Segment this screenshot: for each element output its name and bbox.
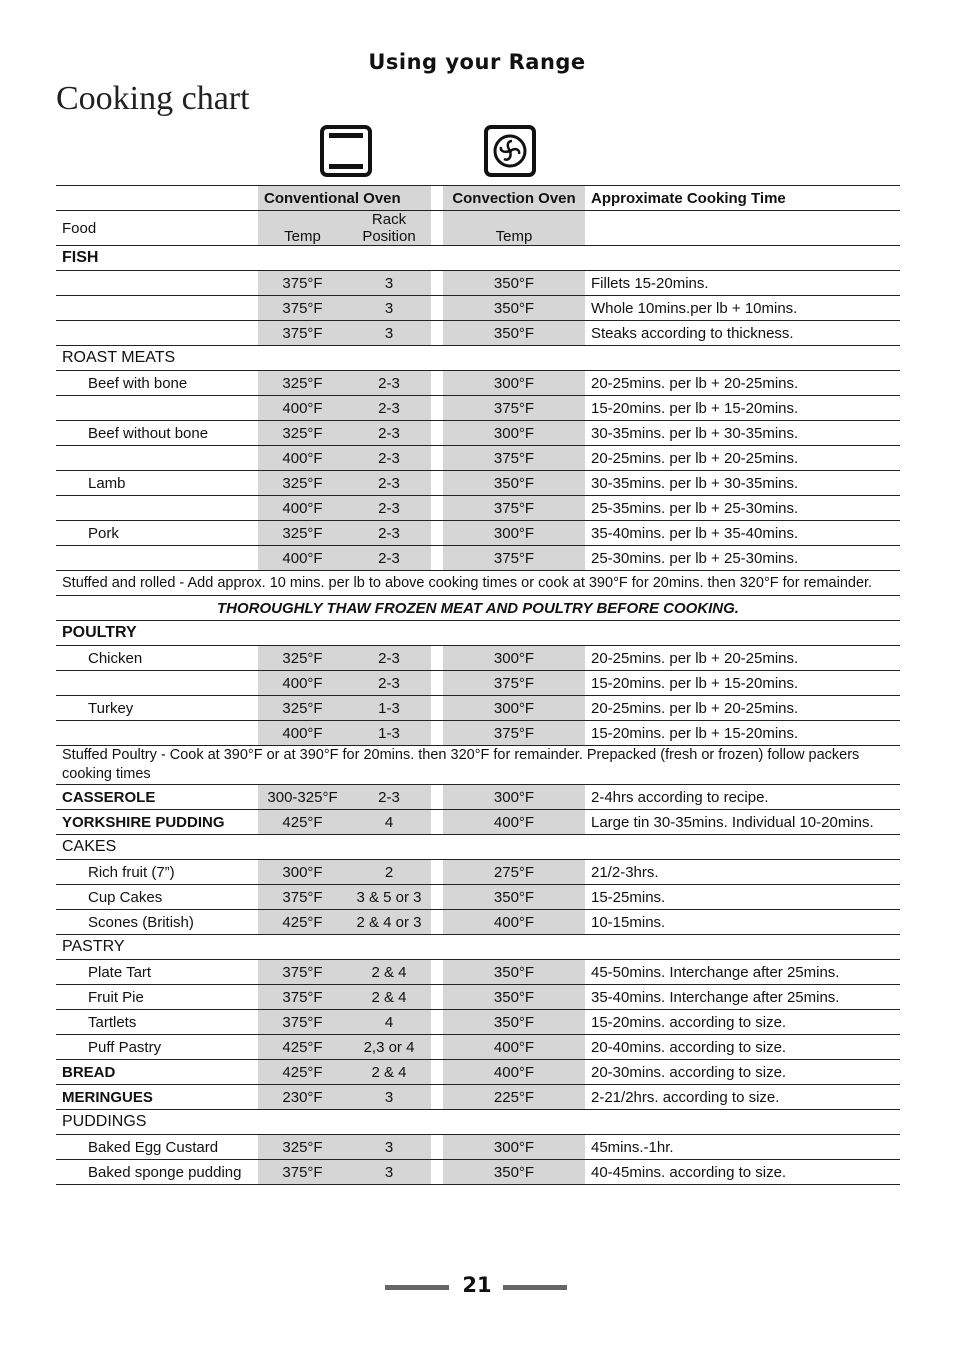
rack-position-cell: 3 [347, 1085, 431, 1110]
convection-temp-cell: 375°F [443, 396, 585, 421]
convection-temp-cell: 350°F [443, 321, 585, 346]
conventional-temp-cell: 400°F [258, 396, 347, 421]
conventional-temp-cell: 325°F [258, 471, 347, 496]
convection-temp-cell: 375°F [443, 446, 585, 471]
rack-position-cell: 2 [347, 860, 431, 885]
food-cell: Tartlets [56, 1010, 258, 1035]
cooking-time-cell: 25-30mins. per lb + 25-30mins. [585, 546, 900, 571]
table-row [56, 860, 900, 885]
table-row [56, 696, 900, 721]
cooking-time-cell: 15-20mins. according to size. [585, 1010, 900, 1035]
food-cell: Beef without bone [56, 421, 258, 446]
section-label: FISH [56, 246, 900, 271]
section-row [56, 246, 900, 271]
conventional-temp-cell: 325°F [258, 646, 347, 671]
cooking-time-cell: Steaks according to thickness. [585, 321, 900, 346]
rack-position-cell: 3 [347, 296, 431, 321]
table-row [56, 960, 900, 985]
cooking-chart-table [56, 185, 900, 1185]
column-gap [431, 421, 443, 446]
column-gap [431, 1035, 443, 1060]
column-gap [431, 1160, 443, 1185]
cooking-time-cell: 45-50mins. Interchange after 25mins. [585, 960, 900, 985]
food-cell: Fruit Pie [56, 985, 258, 1010]
table-row [56, 1085, 900, 1110]
conventional-temp-cell: 425°F [258, 1060, 347, 1085]
section-row [56, 935, 900, 960]
convection-temp-cell: 400°F [443, 810, 585, 835]
header-row [56, 186, 900, 211]
convection-temp-cell: 275°F [443, 860, 585, 885]
rack-position-cell: 2 & 4 or 3 [347, 910, 431, 935]
conventional-temp-cell: 375°F [258, 1010, 347, 1035]
column-gap [431, 646, 443, 671]
conventional-temp-cell: 375°F [258, 1160, 347, 1185]
convection-temp-cell: 300°F [443, 421, 585, 446]
column-gap [431, 985, 443, 1010]
note-text: Stuffed Poultry - Cook at 390°F or at 390°F for 20mins. then 320°F for remainder. Prepacked (fresh or frozen) follow packers cooking times [56, 746, 900, 785]
section-row [56, 1110, 900, 1135]
rack-position-cell: 2-3 [347, 546, 431, 571]
conventional-temp-cell: 375°F [258, 885, 347, 910]
convection-temp-cell: 375°F [443, 546, 585, 571]
convection-temp-cell: 300°F [443, 1135, 585, 1160]
section-row [56, 621, 900, 646]
food-cell: Rich fruit (7”) [56, 860, 258, 885]
cooking-time-cell: 45mins.-1hr. [585, 1135, 900, 1160]
convection-temp-cell: 375°F [443, 721, 585, 746]
conventional-temp-cell: 375°F [258, 985, 347, 1010]
column-gap [431, 1060, 443, 1085]
column-gap [431, 321, 443, 346]
column-gap [431, 721, 443, 746]
convection-temp-cell: 350°F [443, 296, 585, 321]
table-row [56, 271, 900, 296]
convection-temp-cell: 400°F [443, 1060, 585, 1085]
column-gap [431, 1135, 443, 1160]
food-cell [56, 721, 258, 746]
food-cell [56, 271, 258, 296]
cooking-time-cell: 20-25mins. per lb + 20-25mins. [585, 696, 900, 721]
table-row [56, 671, 900, 696]
cooking-time-cell: 15-20mins. per lb + 15-20mins. [585, 396, 900, 421]
subheader-row [56, 211, 900, 246]
rack-position-header: Rack Position [347, 211, 431, 246]
rack-position-cell: 2-3 [347, 496, 431, 521]
rack-position-cell: 2-3 [347, 785, 431, 810]
column-gap [431, 810, 443, 835]
convection-oven-header: Convection Oven [443, 186, 585, 211]
table-row [56, 1060, 900, 1085]
cooking-time-header: Approximate Cooking Time [585, 186, 900, 211]
rack-position-cell: 1-3 [347, 696, 431, 721]
column-gap [431, 910, 443, 935]
cooking-time-cell: 35-40mins. Interchange after 25mins. [585, 985, 900, 1010]
conventional-temp-cell: 300°F [258, 860, 347, 885]
cooking-time-cell: Large tin 30-35mins. Individual 10-20mins. [585, 810, 900, 835]
column-gap [431, 1010, 443, 1035]
convection-temp-cell: 300°F [443, 646, 585, 671]
column-gap [431, 271, 443, 296]
cooking-time-cell: 40-45mins. according to size. [585, 1160, 900, 1185]
table-row [56, 1010, 900, 1035]
conventional-temp-cell: 400°F [258, 721, 347, 746]
convection-temp-cell: 300°F [443, 785, 585, 810]
rack-position-cell: 2-3 [347, 521, 431, 546]
cooking-time-cell: 15-20mins. per lb + 15-20mins. [585, 671, 900, 696]
table-row [56, 546, 900, 571]
cooking-time-cell: 2-21/2hrs. according to size. [585, 1085, 900, 1110]
table-row [56, 785, 900, 810]
rack-position-cell: 3 [347, 271, 431, 296]
table-row [56, 810, 900, 835]
rack-position-cell: 2-3 [347, 646, 431, 671]
column-gap [431, 671, 443, 696]
food-cell [56, 671, 258, 696]
rack-position-cell: 2-3 [347, 371, 431, 396]
table-row [56, 521, 900, 546]
convection-temp-cell: 350°F [443, 1160, 585, 1185]
convection-temp-cell: 400°F [443, 1035, 585, 1060]
cooking-time-cell: 2-4hrs according to recipe. [585, 785, 900, 810]
food-cell: Baked sponge pudding [56, 1160, 258, 1185]
conventional-temp-cell: 325°F [258, 696, 347, 721]
column-gap [431, 396, 443, 421]
food-cell [56, 546, 258, 571]
conventional-temp-cell: 375°F [258, 296, 347, 321]
convection-temp-cell: 350°F [443, 471, 585, 496]
conventional-temp-cell: 325°F [258, 521, 347, 546]
conventional-temp-cell: 375°F [258, 960, 347, 985]
temp-header: Temp [258, 211, 347, 246]
section-label: PUDDINGS [56, 1110, 900, 1135]
column-gap [431, 521, 443, 546]
rack-position-cell: 1-3 [347, 721, 431, 746]
rack-position-cell: 3 [347, 1135, 431, 1160]
conventional-temp-cell: 425°F [258, 810, 347, 835]
cooking-time-cell: 20-25mins. per lb + 20-25mins. [585, 371, 900, 396]
cooking-time-cell: 20-40mins. according to size. [585, 1035, 900, 1060]
cooking-time-cell: 30-35mins. per lb + 30-35mins. [585, 421, 900, 446]
table-row [56, 721, 900, 746]
food-cell: Beef with bone [56, 371, 258, 396]
cooking-time-cell: 20-30mins. according to size. [585, 1060, 900, 1085]
table-row [56, 885, 900, 910]
page-number: 21 [462, 1273, 492, 1297]
convection-temp-cell: 350°F [443, 985, 585, 1010]
cooking-time-cell: 20-25mins. per lb + 20-25mins. [585, 446, 900, 471]
convection-temp-cell: 350°F [443, 960, 585, 985]
convection-temp-cell: 300°F [443, 521, 585, 546]
column-gap [431, 1085, 443, 1110]
column-gap [431, 496, 443, 521]
column-gap [431, 960, 443, 985]
food-cell: Chicken [56, 646, 258, 671]
page-title: Cooking chart [56, 80, 250, 117]
column-gap [431, 471, 443, 496]
convection-temp-header: Temp [443, 211, 585, 246]
food-cell: BREAD [56, 1060, 258, 1085]
table-row [56, 985, 900, 1010]
section-label: POULTRY [56, 621, 900, 646]
cooking-time-cell: 10-15mins. [585, 910, 900, 935]
convection-temp-cell: 300°F [443, 371, 585, 396]
food-cell: MERINGUES [56, 1085, 258, 1110]
table-row [56, 646, 900, 671]
column-gap [431, 885, 443, 910]
section-row [56, 835, 900, 860]
cooking-time-cell: Whole 10mins.per lb + 10mins. [585, 296, 900, 321]
table-row [56, 296, 900, 321]
rack-position-cell: 2 & 4 [347, 985, 431, 1010]
convection-temp-cell: 350°F [443, 885, 585, 910]
conventional-temp-cell: 425°F [258, 1035, 347, 1060]
footer-rule-left [385, 1285, 449, 1290]
food-cell [56, 496, 258, 521]
food-cell: Lamb [56, 471, 258, 496]
food-cell [56, 396, 258, 421]
conventional-temp-cell: 400°F [258, 496, 347, 521]
cooking-time-cell: 15-25mins. [585, 885, 900, 910]
food-cell: Scones (British) [56, 910, 258, 935]
table-row [56, 446, 900, 471]
food-cell: Turkey [56, 696, 258, 721]
rack-position-cell: 2-3 [347, 471, 431, 496]
column-gap [431, 446, 443, 471]
food-cell [56, 446, 258, 471]
cooking-time-cell: 15-20mins. per lb + 15-20mins. [585, 721, 900, 746]
table-row [56, 321, 900, 346]
convection-temp-cell: 300°F [443, 696, 585, 721]
rack-position-cell: 2-3 [347, 421, 431, 446]
conventional-oven-icon [320, 125, 372, 177]
cooking-time-cell: Fillets 15-20mins. [585, 271, 900, 296]
cooking-time-cell: 30-35mins. per lb + 30-35mins. [585, 471, 900, 496]
column-gap [431, 785, 443, 810]
cooking-time-cell: 35-40mins. per lb + 35-40mins. [585, 521, 900, 546]
note-text: Stuffed and rolled - Add approx. 10 mins. per lb to above cooking times or cook at 390°F for 20mins. then 320°F for remainder. [56, 571, 900, 596]
convection-temp-cell: 400°F [443, 910, 585, 935]
section-row [56, 346, 900, 371]
food-header: Food [56, 211, 258, 246]
conventional-temp-cell: 230°F [258, 1085, 347, 1110]
food-cell: Plate Tart [56, 960, 258, 985]
note-row [56, 746, 900, 785]
table-row [56, 421, 900, 446]
food-cell: CASSEROLE [56, 785, 258, 810]
column-gap [431, 546, 443, 571]
cooking-time-cell: 25-35mins. per lb + 25-30mins. [585, 496, 900, 521]
rack-position-cell: 2 & 4 [347, 1060, 431, 1085]
rack-position-cell: 2-3 [347, 671, 431, 696]
conventional-temp-cell: 325°F [258, 421, 347, 446]
conventional-temp-cell: 400°F [258, 446, 347, 471]
column-gap [431, 696, 443, 721]
column-gap [431, 371, 443, 396]
rack-position-cell: 3 [347, 1160, 431, 1185]
column-gap [431, 860, 443, 885]
cooking-time-cell: 20-25mins. per lb + 20-25mins. [585, 646, 900, 671]
footer-rule-right [503, 1285, 567, 1290]
section-label: CAKES [56, 835, 900, 860]
rack-position-cell: 3 & 5 or 3 [347, 885, 431, 910]
convection-temp-cell: 225°F [443, 1085, 585, 1110]
food-cell: YORKSHIRE PUDDING [56, 810, 258, 835]
rack-position-cell: 3 [347, 321, 431, 346]
food-cell: Pork [56, 521, 258, 546]
warning-text: THOROUGHLY THAW FROZEN MEAT AND POULTRY BEFORE COOKING. [56, 596, 900, 621]
food-cell: Baked Egg Custard [56, 1135, 258, 1160]
conventional-temp-cell: 400°F [258, 546, 347, 571]
table-row [56, 1035, 900, 1060]
conventional-temp-cell: 425°F [258, 910, 347, 935]
rack-position-cell: 4 [347, 810, 431, 835]
section-label: PASTRY [56, 935, 900, 960]
food-cell: Puff Pastry [56, 1035, 258, 1060]
convection-temp-cell: 350°F [443, 271, 585, 296]
conventional-temp-cell: 325°F [258, 371, 347, 396]
conventional-temp-cell: 300-325°F [258, 785, 347, 810]
table-row [56, 471, 900, 496]
rack-position-cell: 2,3 or 4 [347, 1035, 431, 1060]
conventional-temp-cell: 375°F [258, 321, 347, 346]
rack-position-cell: 2-3 [347, 446, 431, 471]
section-header: Using your Range [368, 50, 586, 74]
table-row [56, 1135, 900, 1160]
food-cell: Cup Cakes [56, 885, 258, 910]
rack-position-cell: 2-3 [347, 396, 431, 421]
conventional-temp-cell: 400°F [258, 671, 347, 696]
table-row [56, 1160, 900, 1185]
rack-position-cell: 2 & 4 [347, 960, 431, 985]
conventional-oven-header: Conventional Oven [258, 186, 431, 211]
page-footer [0, 1273, 954, 1303]
warning-row [56, 596, 900, 621]
column-gap [431, 296, 443, 321]
convection-oven-icon [484, 125, 536, 177]
convection-temp-cell: 375°F [443, 496, 585, 521]
convection-temp-cell: 375°F [443, 671, 585, 696]
conventional-temp-cell: 325°F [258, 1135, 347, 1160]
rack-position-cell: 4 [347, 1010, 431, 1035]
table-row [56, 371, 900, 396]
table-row [56, 496, 900, 521]
cooking-time-cell: 21/2-3hrs. [585, 860, 900, 885]
table-row [56, 396, 900, 421]
food-cell [56, 296, 258, 321]
note-row [56, 571, 900, 596]
food-cell [56, 321, 258, 346]
conventional-temp-cell: 375°F [258, 271, 347, 296]
convection-temp-cell: 350°F [443, 1010, 585, 1035]
section-label: ROAST MEATS [56, 346, 900, 371]
table-row [56, 910, 900, 935]
